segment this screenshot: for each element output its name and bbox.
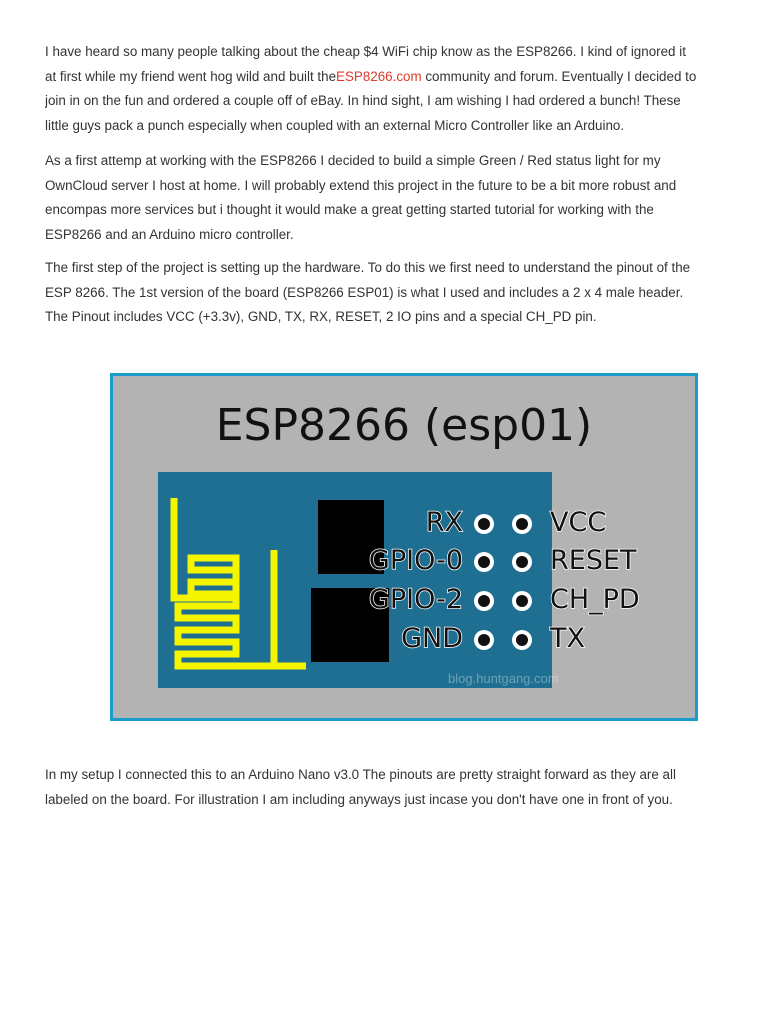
paragraph-intro bbox=[45, 40, 733, 138]
pin-label-vcc: VCC bbox=[550, 507, 607, 538]
paragraph-line: labeled on the board. For illustration I am including anyways just incase you don't have one in front of you. bbox=[45, 791, 673, 807]
paragraph-hardware bbox=[45, 256, 733, 330]
paragraph-line: little guys pack a punch especially when coupled with an external Micro Controller like an Arduino. bbox=[45, 117, 625, 133]
paragraph-setup bbox=[45, 763, 733, 812]
pin-label-ch-pd: CH_PD bbox=[550, 584, 640, 615]
paragraph-line: The Pinout includes VCC (+3.3v), GND, TX, RX, RESET, 2 IO pins and a special CH_PD pin. bbox=[45, 309, 597, 324]
figure-title: ESP8266 (esp01) bbox=[215, 400, 593, 451]
paragraph-line: ESP8266 and an Arduino micro controller. bbox=[45, 226, 294, 242]
esp01-board bbox=[158, 472, 640, 688]
pin-vcc bbox=[512, 514, 532, 534]
esp8266-community-link[interactable]: ESP8266.com bbox=[336, 68, 422, 84]
paragraph-line: I have heard so many people talking about the cheap $4 WiFi chip know as the ESP8266. I kind of ignored it bbox=[45, 44, 686, 59]
pin-reset bbox=[512, 552, 532, 572]
esp8266-pinout-figure bbox=[110, 373, 698, 721]
antenna-icon bbox=[166, 498, 316, 674]
pin-tx bbox=[512, 630, 532, 650]
pin-gnd bbox=[474, 630, 494, 650]
paragraph-line bbox=[45, 65, 733, 90]
pin-label-gnd: GND bbox=[401, 623, 463, 654]
pin-label-reset: RESET bbox=[550, 545, 637, 576]
paragraph-line: ESP 8266. The 1st version of the board (ESP8266 ESP01) is what I used and includes a 2 x 4 male header. bbox=[45, 284, 684, 300]
pin-gpio2 bbox=[474, 591, 494, 611]
pin-ch-pd bbox=[512, 591, 532, 611]
pin-label-rx: RX bbox=[425, 507, 463, 538]
pin-label-tx: TX bbox=[550, 623, 585, 654]
paragraph-line: In my setup I connected this to an Arduino Nano v3.0 The pinouts are pretty straight forward as they are all bbox=[45, 767, 676, 782]
paragraph-project bbox=[45, 149, 733, 247]
paragraph-line: As a first attemp at working with the ESP8266 I decided to build a simple Green / Red status light for my bbox=[45, 153, 661, 168]
pin-rx bbox=[474, 514, 494, 534]
paragraph-line: join in on the fun and ordered a couple off of eBay. In hind sight, I am wishing I had ordered a bunch! These bbox=[45, 93, 681, 108]
pin-label-gpio0: GPIO-0 bbox=[368, 545, 463, 576]
figure-watermark: blog.huntgang.com bbox=[448, 671, 559, 686]
text-segment: community and forum. Eventually I decided to bbox=[421, 68, 697, 84]
pin-gpio0 bbox=[474, 552, 494, 572]
paragraph-line: OwnCloud server I host at home. I will probably extend this project in the future to be a bit more robust and bbox=[45, 177, 677, 193]
paragraph-line: The first step of the project is setting up the hardware. To do this we first need to understand the pinout of the bbox=[45, 260, 691, 275]
pin-label-gpio2: GPIO-2 bbox=[368, 584, 463, 615]
text-segment: at first while my friend went hog wild and built the bbox=[45, 68, 337, 84]
paragraph-line: encompas more services but i thought it would make a great getting started tutorial for working with the bbox=[45, 202, 654, 217]
